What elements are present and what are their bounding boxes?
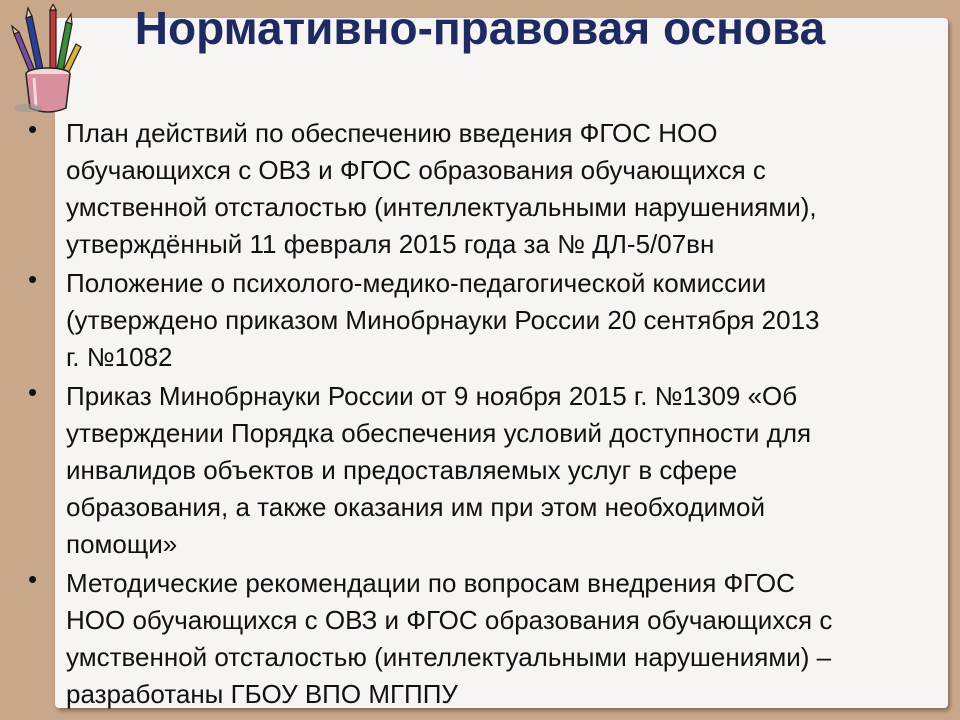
slide-title: Нормативно-правовая основа bbox=[134, 2, 826, 54]
list-item-line: Методические рекомендации по вопросам внедрения ФГОС bbox=[66, 568, 795, 598]
bullet-icon: • bbox=[28, 264, 38, 294]
list-item-line: помощи» bbox=[66, 529, 178, 559]
list-item-line: умственной отсталостью (интеллектуальными нарушениями) – bbox=[66, 642, 832, 672]
list-item-line: умственной отсталостью (интеллектуальными нарушениями), bbox=[66, 192, 817, 222]
bullet-icon: • bbox=[28, 564, 38, 594]
bullet-list bbox=[28, 115, 933, 715]
list-item bbox=[28, 378, 933, 563]
list-item-line: утверждении Порядка обеспечения условий доступности для bbox=[66, 418, 812, 448]
list-item-line: НОО обучающихся с ОВЗ и ФГОС образования обучающихся с bbox=[66, 605, 833, 635]
list-item-line: утверждённый 11 февраля 2015 года за № ДЛ-5/07вн bbox=[66, 229, 715, 259]
list-item bbox=[28, 265, 933, 376]
bullet-icon: • bbox=[28, 114, 38, 144]
list-item bbox=[28, 565, 933, 713]
pencil-cup-icon bbox=[4, 4, 88, 116]
list-item-line: разработаны ГБОУ ВПО МГППУ bbox=[66, 679, 458, 709]
list-item-line: инвалидов объектов и предоставляемых услуг в сфере bbox=[66, 455, 738, 485]
bullet-icon: • bbox=[28, 377, 38, 407]
list-item-line: обучающихся с ОВЗ и ФГОС образования обучающихся с bbox=[66, 155, 766, 185]
list-item-line: План действий по обеспечению введения ФГОС НОО bbox=[66, 118, 718, 148]
list-item-line: (утверждено приказом Минобрнауки России 20 сентября 2013 bbox=[66, 305, 820, 335]
list-item-line: образования, а также оказания им при этом необходимой bbox=[66, 492, 766, 522]
list-item-line: Положение о психолого-медико-педагогической комиссии bbox=[66, 268, 767, 298]
list-item bbox=[28, 115, 933, 263]
list-item-line: г. №1082 bbox=[66, 342, 173, 372]
list-item-line: Приказ Минобрнауки России от 9 ноября 2015 г. №1309 «Об bbox=[66, 381, 798, 411]
